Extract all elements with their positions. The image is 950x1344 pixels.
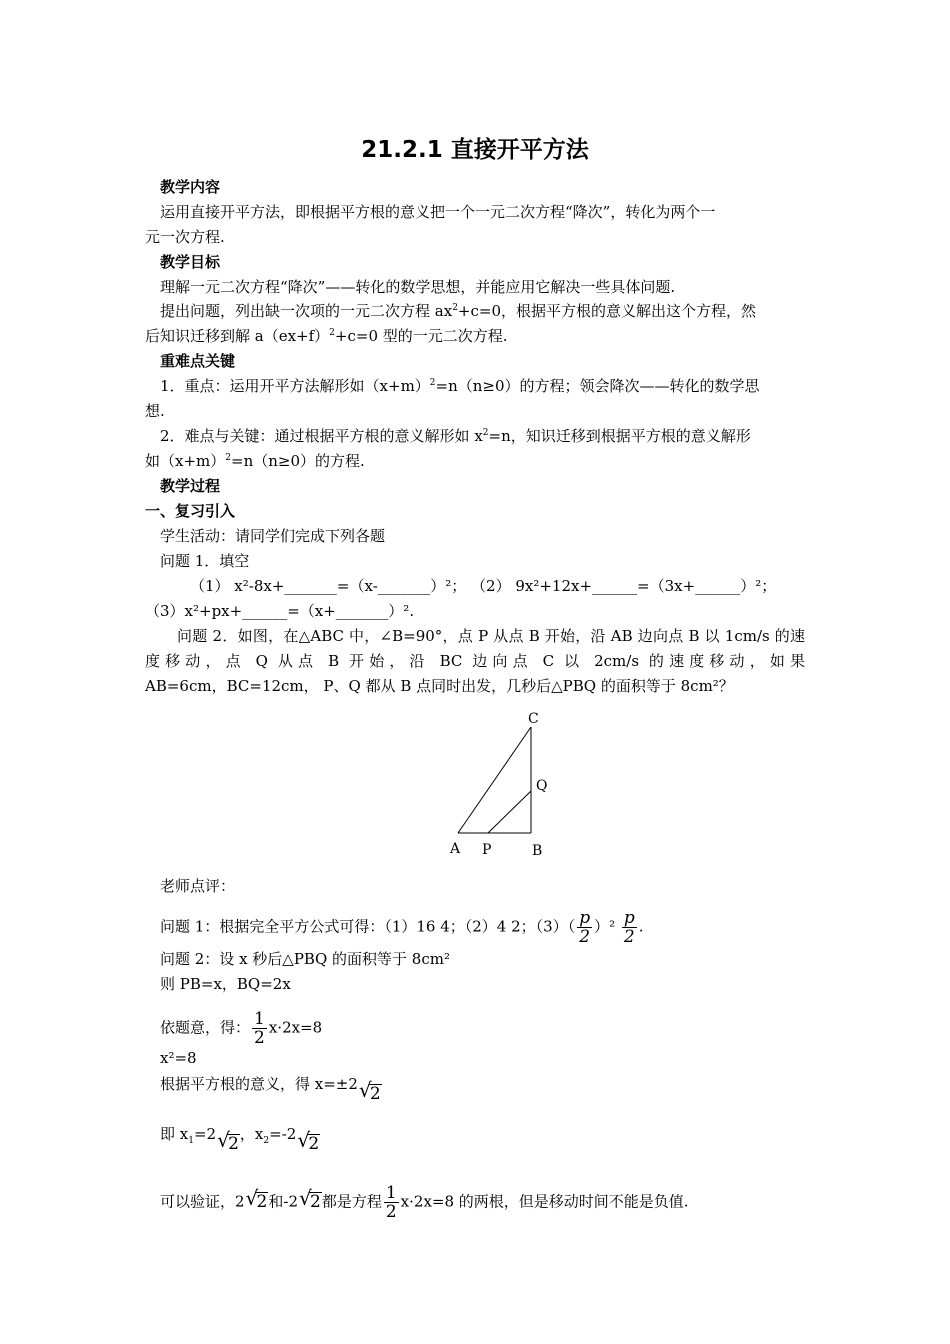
- label-B: B: [532, 843, 543, 859]
- question-2-line-2: 度移动，点 Q 从点 B 开始，沿 BC 边向点 C 以 2cm/s 的速度移动，如果: [145, 652, 805, 670]
- student-activity: 学生活动：请同学们完成下列各题: [160, 527, 386, 545]
- answer-2-line-4: x²=8: [160, 1049, 197, 1067]
- answer-2-line-3: 依题意，得： $\frac{1}{2}$ x·2x=8: [160, 1009, 323, 1048]
- page-title: 21.2.1 直接开平方法: [361, 137, 589, 163]
- goals-line-2: 提出问题，列出缺一次项的一元二次方程 $ax^2+c=0$，根据平方根的意义解出这个方程，然: [160, 302, 757, 320]
- answer-2-line-1: 问题 2：设 x 秒后△PBQ 的面积等于 8cm²: [160, 950, 450, 968]
- goals-line-1: 理解一元二次方程“降次”——转化的数学思想，并能应用它解决一些具体问题.: [160, 278, 676, 296]
- keypoints-line-4: 如$(x+m)^2=n(n\ge 0)$的方程.: [145, 452, 365, 470]
- question-1-line-2: （3）x²+px+______=（x+_______）².: [145, 602, 415, 620]
- answer-2-line-6: 即 $x_1=2$ √ 2，$x_2=-2$ √ 2: [160, 1125, 320, 1154]
- goals-line-3: 后知识迁移到解 $a(ex+f)^2+c=0$ 型的一元二次方程.: [145, 327, 508, 345]
- section-heading-content: 教学内容: [160, 178, 221, 196]
- question-2-line-1: 问题 2．如图，在△ABC 中，∠B=90°，点 P 从点 B 开始，沿 AB 边向点 B 以 1cm/s 的速: [177, 627, 805, 645]
- subsection-review: 一、复习引入: [145, 502, 236, 520]
- keypoints-line-3: 2．难点与关键：通过根据平方根的意义解形如 $x^2=n$，知识迁移到根据平方根的意义解形: [160, 427, 751, 445]
- content-line-2: 元一次方程.: [145, 228, 225, 246]
- label-A: A: [450, 841, 461, 857]
- triangle-figure: [440, 705, 560, 865]
- answer-1-line: 问题 1：根据完全平方公式可得：（1）16 4；（2）4 2；（3）（ $\frac{p}{2}$ ）² $\frac{p}{2}$ .: [160, 908, 644, 947]
- keypoints-line-2: 想.: [145, 402, 165, 420]
- section-heading-process: 教学过程: [160, 477, 221, 495]
- label-P: P: [482, 842, 492, 858]
- section-heading-goals: 教学目标: [160, 253, 221, 271]
- label-C: C: [528, 711, 539, 727]
- label-Q: Q: [536, 778, 548, 794]
- teacher-review-heading: 老师点评：: [160, 877, 236, 895]
- question-1-heading: 问题 1．填空: [160, 552, 250, 570]
- keypoints-line-1: 1．重点：运用开平方法解形如$(x+m)^2=n(n\ge 0)$的方程；领会降次——转化的数学思: [160, 377, 760, 395]
- question-2-line-3: AB=6cm，BC=12cm， P、Q 都从 B 点同时出发，几秒后△PBQ 的面积等于 8cm²？: [145, 677, 734, 695]
- answer-2-line-5: 根据平方根的意义，得 x=±2 √ 2: [160, 1075, 381, 1104]
- answer-2-line-2: 则 PB=x，BQ=2x: [160, 975, 291, 993]
- answer-2-line-7: 可以验证，2 √ 2和-2 √ 2都是方程 $\frac{1}{2}$ x·2x=8 的两根，但是移动时间不能是负值.: [160, 1183, 689, 1222]
- question-1-line-1: （1） x²-8x+_______=（x-_______）²； （2） 9x²+12x+______=（3x+______）²；: [190, 577, 777, 595]
- content-line-1: 运用直接开平方法，即根据平方根的意义把一个一元二次方程“降次”，转化为两个一: [160, 203, 716, 221]
- section-heading-keypoints: 重难点关键: [160, 352, 236, 370]
